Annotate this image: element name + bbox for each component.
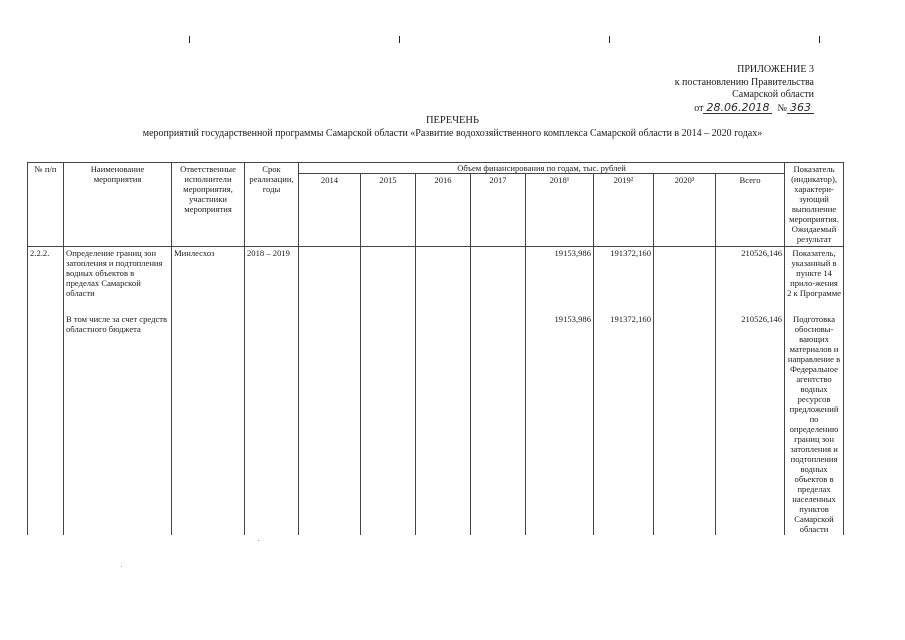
scan-speck [258, 540, 259, 541]
document-subtitle: мероприятий государственной программы Самарской области «Развитие водохозяйственного комплекса Самарской области в 2014 – 2020 годах» [142, 128, 763, 139]
cell-total: 210526,146 [716, 247, 785, 300]
cell-value [416, 247, 471, 300]
row-spacer [28, 299, 844, 313]
cell-num [28, 313, 64, 535]
resolution-date: 28.06.2018 [703, 102, 772, 114]
cell-value [654, 313, 716, 535]
cell-indicator: Подготовка обосновы-вающих материалов и направление в Федеральное агентство водных ресурсов предложений по определению границ зон затопления и подтопления водных объектов в пределах населенных пунктов Самарской области [785, 313, 844, 535]
document-heading: ПЕРЕЧЕНЬ [425, 115, 480, 126]
cell-value [471, 313, 526, 535]
cell-value [299, 247, 361, 300]
cell-num: 2.2.2. [28, 247, 64, 300]
appendix-date-line [628, 102, 814, 116]
cell-value [416, 313, 471, 535]
cell-term [245, 313, 299, 535]
header-year: 2015 [361, 174, 416, 247]
number-prefix: № [777, 102, 787, 114]
header-year: 2016 [416, 174, 471, 247]
margin-tick [399, 36, 400, 43]
cell-responsible: Минлесхоз [172, 247, 245, 300]
cell-total: 210526,146 [716, 313, 785, 535]
table-row [28, 313, 844, 535]
date-prefix: от [694, 102, 704, 114]
appendix-region: Самарской области [732, 89, 814, 100]
margin-tick [609, 36, 610, 43]
cell-name: В том числе за счет средств областного бюджета [64, 313, 172, 535]
scan-speck [121, 566, 122, 567]
measures-table [27, 162, 844, 535]
cell-value [471, 247, 526, 300]
appendix-title: ПРИЛОЖЕНИЕ 3 [737, 64, 814, 75]
resolution-number: 363 [787, 102, 814, 114]
margin-tick [189, 36, 190, 43]
cell-indicator: Показатель, указанный в пункте 14 прило-жения 2 к Программе [785, 247, 844, 300]
cell-value: 19153,986 [526, 313, 594, 535]
header-total: Всего [716, 174, 785, 247]
cell-value [654, 247, 716, 300]
table-row [28, 247, 844, 300]
cell-value [299, 313, 361, 535]
cell-term: 2018 – 2019 [245, 247, 299, 300]
appendix-resolution: к постановлению Правительства [674, 76, 814, 88]
cell-value [361, 313, 416, 535]
header-year: 2020³ [654, 174, 716, 247]
header-indicator: Показатель (индикатор), характери-зующий выполнение мероприятия. Ожидаемый результат [785, 163, 844, 247]
cell-value: 19153,986 [526, 247, 594, 300]
appendix-header [628, 64, 814, 115]
cell-responsible [172, 313, 245, 535]
cell-value [361, 247, 416, 300]
header-num: № п/п [28, 163, 64, 247]
header-year: 2014 [299, 174, 361, 247]
cell-value: 191372,160 [594, 313, 654, 535]
header-year: 2018¹ [526, 174, 594, 247]
header-term: Срок реализации, годы [245, 163, 299, 247]
header-year: 2019² [594, 174, 654, 247]
margin-tick [819, 36, 820, 43]
cell-name: Определение границ зон затопления и подтопления водных объектов в пределах Самарской области [64, 247, 172, 300]
cell-value: 191372,160 [594, 247, 654, 300]
header-funding: Объем финансирования по годам, тыс. рублей [299, 163, 785, 174]
header-responsible: Ответственные исполнители мероприятия, участники мероприятия [172, 163, 245, 247]
header-year: 2017 [471, 174, 526, 247]
header-name: Наименование мероприятия [64, 163, 172, 247]
